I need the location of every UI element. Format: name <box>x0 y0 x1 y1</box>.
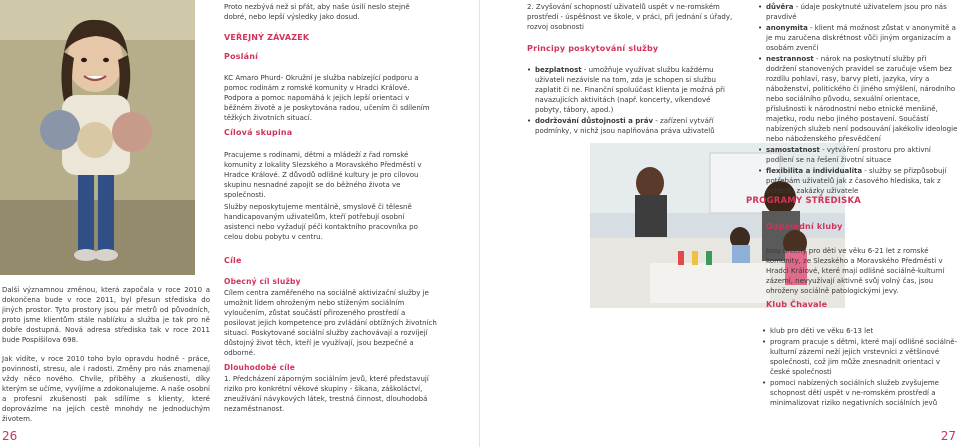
item-text: - nárok na poskytnutí služby při dodržení stanovených pravidel se zaručuje všem bez rozdílu pohlaví, rasy, barvy pleti, jazyka, víry a náboženství, politického či jiného smýšlení, národního nebo sociálního původu, sexuální orientace, příslušnosti k národnostní nebo etnické menšině, majetku, rodu nebo jiného postavení. Součástí nabízených služeb není podsouvání jakékoliv ideologie nebo náboženského přesvědčení <box>766 55 958 143</box>
odpoledni-kluby-text: Jsou určeny pro děti ve věku 6-21 let z romské komunity, ze Slezského a Moravského Předměstí v Hradci Králové, které mají odlišné sociálně-kulturní zázemí, nevyužívají aktivně svůj volný čas, jsou ohroženy sociálně patologickými jevy. <box>766 247 945 295</box>
poslani-heading: Poslání <box>224 52 259 61</box>
list-item <box>527 65 739 115</box>
principy-list-continued <box>758 2 958 197</box>
programy-heading: PROGRAMY STŘEDISKA <box>746 196 862 206</box>
item-text: - umožňuje využívat službu každému uživateli nezávisle na tom, zda je schopen si službu zaplatit či ne. Finanční spoluúčast klienta je možná při navazujících aktivitách (např. koncerty, víkendové pobyty, tábory, apod.) <box>535 66 725 114</box>
cile-heading: Cíle <box>224 256 242 265</box>
list-item: • pomoci nabízených sociálních služeb zvyšujeme schopnost dětí uspět v ne-romském prostředí a minimalizovat riziko negativních sociálních jevů <box>762 378 958 408</box>
item-bold: samostatnost <box>766 146 820 154</box>
verejny-zavazek-heading: VEŘEJNÝ ZÁVAZEK <box>224 33 310 42</box>
page-number: 26 <box>2 429 18 443</box>
item-text: - zařízení vytváří podmínky, v nichž jsou naplňována práva uživatelů <box>535 117 715 135</box>
principy-list <box>527 65 739 137</box>
cil-2-text: 2. Zvyšování schopností uživatelů uspět v ne-romském prostředí - úspěšnost ve škole, v práci, při jednání s úřady, rozvoj osobnosti <box>527 3 733 31</box>
list-item <box>758 166 958 196</box>
item-bold: důvěra <box>766 3 794 11</box>
right-page <box>480 0 960 447</box>
list-item <box>758 2 958 22</box>
principy-heading: Principy poskytování služby <box>527 44 659 53</box>
page-number: 27 <box>940 429 956 443</box>
obecny-cil-text: Cílem centra zaměřeného na sociálně aktivizační služby je umožnit lidem ohroženým nebo stiženým sociálním vyloučením, zůstat součástí přirozeného prostředí a posilovat jejich kompetence pro zvládání obtížných životních situací. Poskytované sociální služby zachovávají a rozvíjejí důstojný život těch, kteří je využívají, jsou bezpečné a odborné. <box>224 289 437 357</box>
list-item: • klub pro děti ve věku 6-13 let <box>762 326 958 336</box>
item-text: - klient má možnost zůstat v anonymitě a je mu zaručena diskrétnost vůči jiným organizacím a osobám zvenčí <box>766 24 956 52</box>
item-bold: bezplatnost <box>535 66 582 74</box>
list-item <box>758 145 958 165</box>
list-item <box>758 54 958 144</box>
obecny-cil-heading: Obecný cíl služby <box>224 277 301 286</box>
item-text: - údaje poskytnuté uživatelem jsou pro nás pravdivé <box>766 3 947 21</box>
sluzby-text: Služby neposkytujeme mentálně, smyslově či tělesně handicapovaným uživatelům, kteří potřebují osobní asistenci nebo vyžadují péči kontaktního pracovníka po celou dobu pobytu v centru. <box>224 203 418 241</box>
chavale-list <box>762 326 958 409</box>
paragraph: Jak vidíte, v roce 2010 toho bylo opravdu hodně - práce, povinností, stresu, ale i radosti. Změny pro nás znamenají vždy něco nového. Chvíle, příběhy a zkušenosti, díky kterým se učíme, vyvíjíme a zdokonalujeme. A naše osobní a profesní zkušenosti pak sdílíme s klienty, které doprovázíme na jejich cestě mnohdy ne jednoduchým životem. <box>2 355 210 423</box>
list-item <box>527 116 739 136</box>
odpoledni-kluby-heading: Odpolední kluby <box>766 222 843 231</box>
photo-girl-illustration <box>0 0 195 275</box>
list-item: • program pracuje s dětmi, které mají odlišné sociálně-kulturní zázemí neží jejich vrstevníci z většinové společnosti, což jim může znesnadnit orientaci v české společnosti <box>762 337 958 377</box>
klub-chavale-heading: Klub Čhavale <box>766 300 828 309</box>
dlouhodobe-cile-text: 1. Předcházení záporným sociálním jevů, které představují riziko pro konkrétní věkové skupiny - šikana, záškoláctví, zneužívání návykových látek, trestná činnost, dlouhodobá nezaměstnanost. <box>224 375 429 413</box>
list-item <box>758 23 958 53</box>
paragraph: Další významnou změnou, která započala v roce 2010 a dokončena bude v roce 2011, byl přesun střediska do jiných prostor. Tyto prostory jsou pár metrů od původních, proto jsme klientům stále nablízku a služba je tak pro ně dobře dostupná. Nová adresa střediska tak v roce 2011 bude Pospíšilova 698. <box>2 286 210 344</box>
photo-girl-with-toys <box>0 0 195 275</box>
item-text: - vytváření prostoru pro aktivní podílení se na řešení životní situace <box>766 146 931 164</box>
item-bold: nestrannost <box>766 55 814 63</box>
left-column-text <box>2 285 210 424</box>
poslani-text: KC Amaro Phurd- Okružní je služba nabízející podporu a pomoc rodinám z romské komunity v Hradci Králové. Podpora a pomoc napomáhá k jejich lepší orientaci v běžném životě a je poskytována radou, učením či sdílením těžkých životních situací. <box>224 74 430 122</box>
item-bold: dodržování důstojnosti a práv <box>535 117 654 125</box>
cilova-skupina-heading: Cílová skupina <box>224 128 293 137</box>
item-bold: flexibilita a individualita <box>766 167 863 175</box>
item-bold: anonymita <box>766 24 808 32</box>
dlouhodobe-cile-heading: Dlouhodobé cíle <box>224 363 296 372</box>
cilova-skupina-text: Pracujeme s rodinami, dětmi a mládeží z řad romské komunity z lokality Slezského a Moravského Předměstí v Hradce Králové. Z důvodů odlišné kultury je pro cílovou skupinu nesnadné zapojit se do běžného života ve společnosti. <box>224 151 422 199</box>
item-text: - služby se přizpůsobují potřebám uživatelů jak z časového hlediska, tak z pohledu zakázky uživatele <box>766 167 947 195</box>
intro-text: Proto nezbývá než si přát, aby naše úsilí neslo stejně dobré, nebo lepší výsledky jako dosud. <box>224 3 410 21</box>
